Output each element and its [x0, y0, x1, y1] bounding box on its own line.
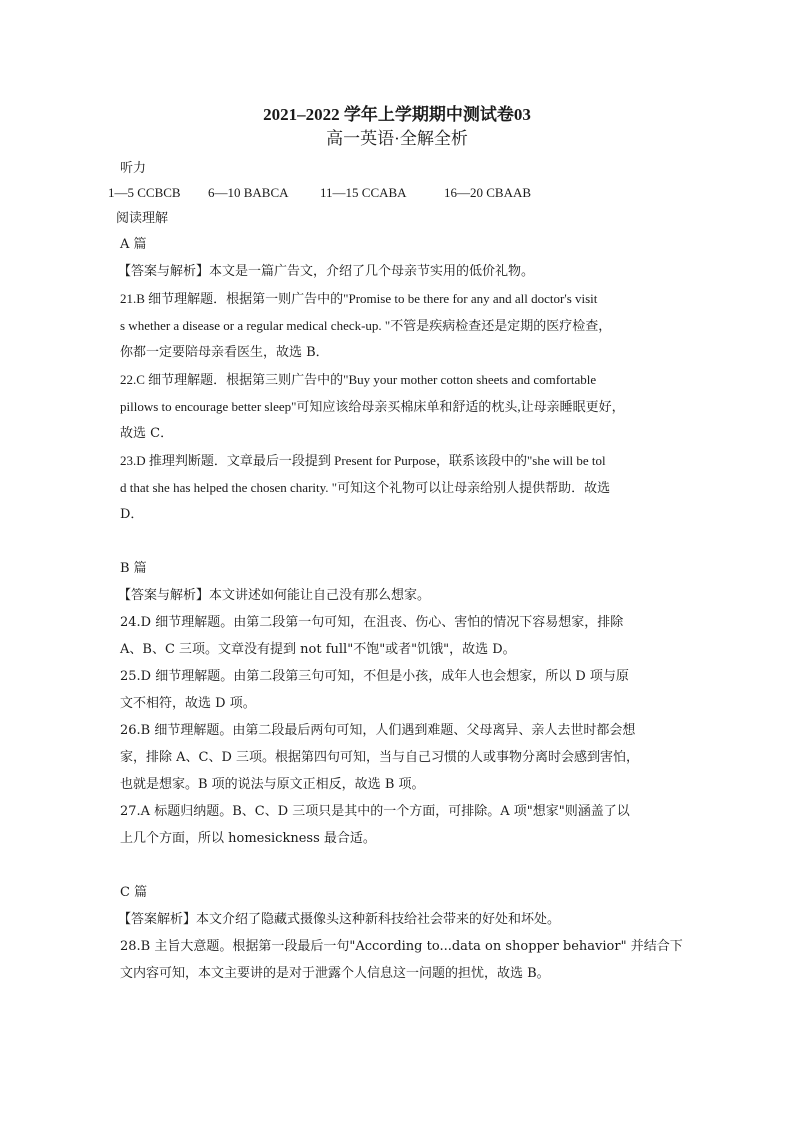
- section-b-line: 26.B 细节理解题。由第二段最后两句可知，人们遇到难题、父母离异、亲人去世时都会想: [120, 723, 636, 738]
- section-a-line: 21.B 细节理解题．根据第一则广告中的"Promise to be there for any and all doctor's visit: [120, 291, 598, 306]
- section-a-line: s whether a disease or a regular medical check-up. "不管是疾病检查还是定期的医疗检查，: [120, 318, 612, 333]
- section-b-line: A、B、C 三项。文章没有提到 not full"不饱"或者"饥饿"，故选 D。: [120, 642, 516, 657]
- section-a-line: 23.D 推理判断题．文章最后一段提到 Present for Purpose，联系该段中的"she will be tol: [120, 453, 606, 468]
- section-a-summary: 【答案与解析】本文是一篇广告文，介绍了几个母亲节实用的低价礼物。: [118, 264, 535, 279]
- listening-answer-1: 1—5 CCBCB: [108, 185, 181, 200]
- section-b-line: 家，排除 A、C、D 三项。根据第四句可知，当与自己习惯的人或事物分离时会感到害怕，: [120, 750, 640, 765]
- section-a-line: 故选 C．: [120, 426, 174, 441]
- listening-heading: 听力: [120, 161, 147, 176]
- section-b-line: 27.A 标题归纳题。B、C、D 三项只是其中的一个方面，可排除。A 项"想家"则涵盖了以: [120, 804, 630, 819]
- section-a-label: A 篇: [120, 237, 147, 252]
- listening-answer-2: 6—10 BABCA: [208, 185, 289, 200]
- page-title: 2021–2022 学年上学期期中测试卷03: [263, 105, 531, 124]
- section-c-line: 文内容可知，本文主要讲的是对于泄露个人信息这一问题的担忧，故选 B。: [120, 966, 550, 981]
- section-a-line: 22.C 细节理解题．根据第三则广告中的"Buy your mother cotton sheets and comfortable: [120, 372, 597, 387]
- section-a-line: d that she has helped the chosen charity. "可知这个礼物可以让母亲给别人提供帮助．故选: [120, 480, 611, 495]
- listening-answer-3: 11—15 CCABA: [320, 185, 407, 200]
- section-b-summary: 【答案与解析】本文讲述如何能让自己没有那么想家。: [118, 588, 431, 603]
- page-subtitle: 高一英语·全解全析: [326, 129, 468, 148]
- section-b-line: 上几个方面，所以 homesickness 最合适。: [120, 831, 376, 846]
- section-c-label: C 篇: [120, 885, 148, 900]
- section-b-line: 25.D 细节理解题。由第二段第三句可知，不但是小孩，成年人也会想家，所以 D 项与原: [120, 669, 629, 684]
- section-c-summary: 【答案解析】本文介绍了隐藏式摄像头这种新科技给社会带来的好处和坏处。: [118, 912, 561, 927]
- section-b-line: 24.D 细节理解题。由第二段第一句可知，在沮丧、伤心、害怕的情况下容易想家，排除: [120, 615, 624, 630]
- section-b-label: B 篇: [120, 561, 147, 576]
- section-b-line: 也就是想家。B 项的说法与原文正相反，故选 B 项。: [120, 777, 425, 792]
- section-a-line: 你都一定要陪母亲看医生，故选 B．: [120, 345, 329, 360]
- section-c-line: 28.B 主旨大意题。根据第一段最后一句"According to...data on shopper behavior" 并结合下: [120, 939, 683, 954]
- listening-answer-4: 16—20 CBAAB: [444, 185, 532, 200]
- section-b-line: 文不相符，故选 D 项。: [120, 696, 256, 711]
- section-a-line: pillows to encourage better sleep"可知应该给母亲买棉床单和舒适的枕头,让母亲睡眠更好，: [120, 399, 625, 414]
- section-a-line: D．: [120, 507, 144, 522]
- reading-heading: 阅读理解: [116, 211, 169, 226]
